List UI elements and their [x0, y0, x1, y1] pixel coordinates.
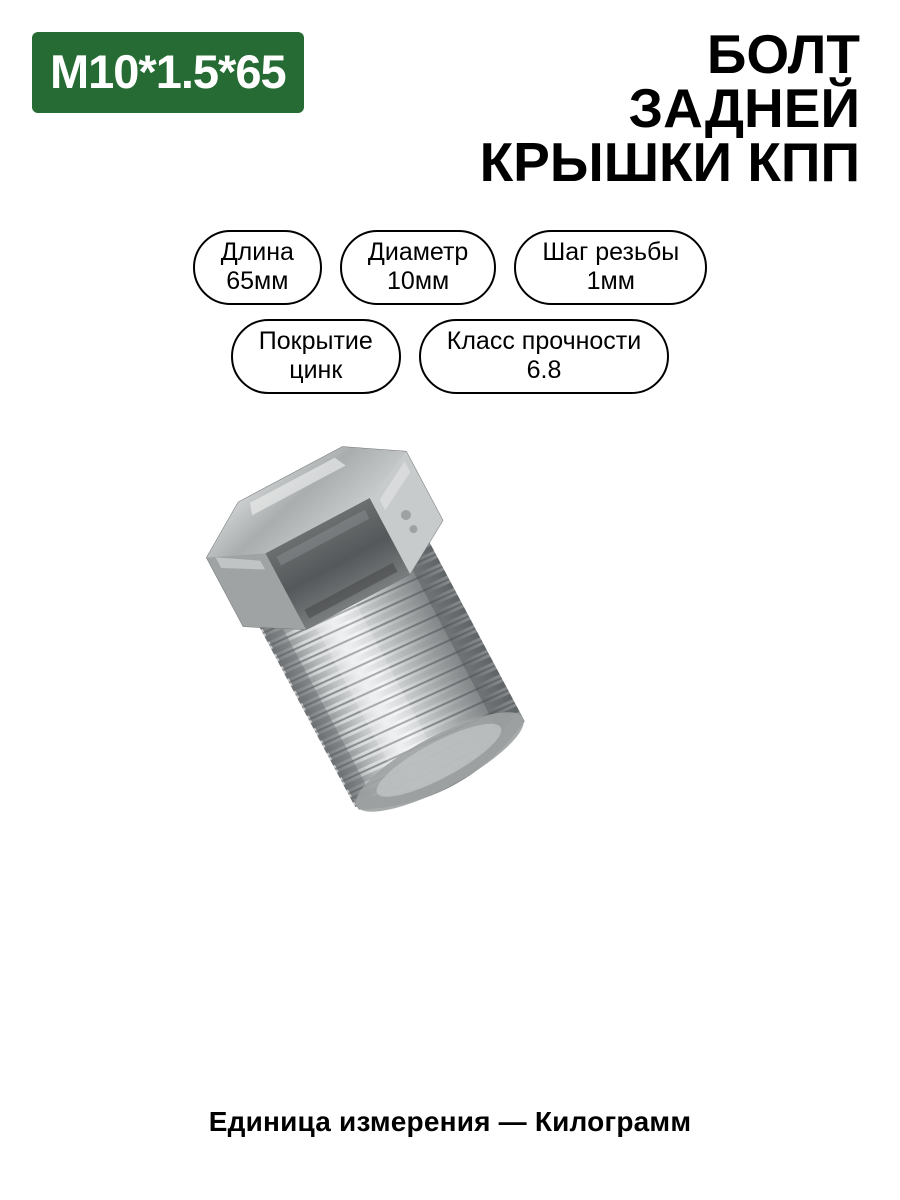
- spec-pill-row-1: [38, 230, 862, 305]
- unit-of-measure-text: Единица измерения — Килограмм: [208, 1106, 692, 1137]
- header: [0, 0, 900, 193]
- spec-pill-strength-class-label: Класс прочности: [446, 326, 642, 355]
- spec-pill-diameter: [340, 230, 496, 305]
- spec-pill-strength-class: [419, 319, 669, 394]
- spec-pill-length-label: Длина: [220, 237, 294, 266]
- product-image-area: [0, 416, 900, 936]
- spec-pill-length-value: 65мм: [226, 267, 289, 296]
- spec-pill-length: [193, 230, 322, 305]
- spec-pill-diameter-value: 10мм: [387, 267, 450, 296]
- hex-bolt-illustration: [190, 416, 710, 916]
- page-title-line-1: БОЛТ: [706, 23, 860, 85]
- spec-pill-thread-pitch: [514, 230, 707, 305]
- page-title-line-2: ЗАДНЕЙ: [628, 76, 860, 139]
- spec-pill-row-2: [38, 319, 862, 394]
- spec-pill-coating-value: цинк: [289, 356, 343, 385]
- spec-pill-coating-label: Покрытие: [258, 326, 373, 355]
- page-title: [479, 23, 860, 193]
- spec-pill-coating: [231, 319, 401, 394]
- bolt-photo: [190, 416, 710, 916]
- page-title-line-3: КРЫШКИ КПП: [479, 130, 860, 193]
- spec-pill-thread-pitch-label: Шаг резьбы: [542, 237, 680, 266]
- spec-pill-diameter-label: Диаметр: [367, 237, 469, 266]
- sku-badge: M10*1.5*65: [32, 32, 304, 113]
- spec-pill-thread-pitch-value: 1мм: [586, 267, 635, 296]
- spec-pill-group: [0, 230, 900, 394]
- spec-pill-strength-class-value: 6.8: [526, 356, 562, 385]
